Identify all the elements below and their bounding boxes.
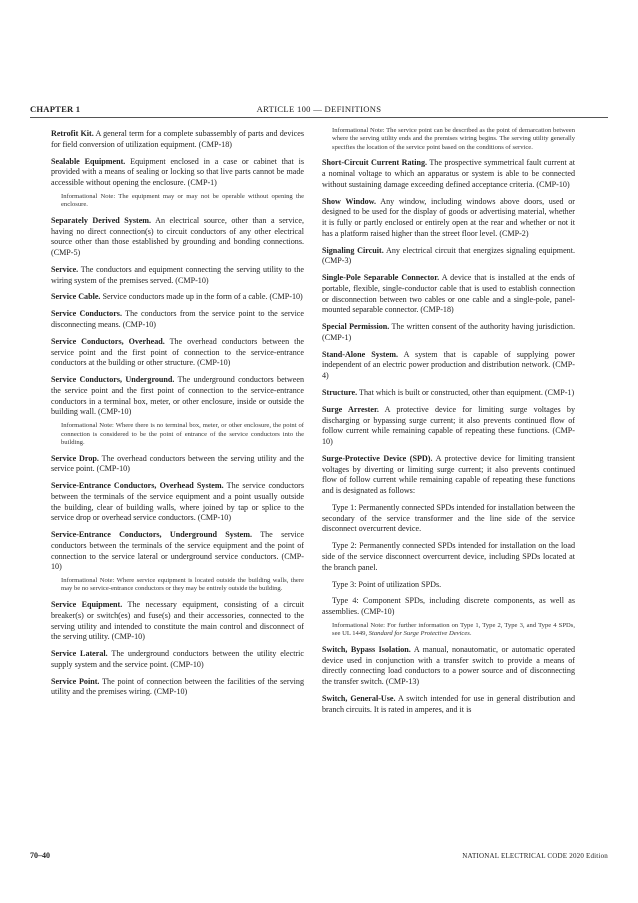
definition-entry: [322, 197, 575, 240]
spd-type-paragraph: Type 2: Permanently connected SPDs intended for installation on the load side of the service disconnect overcurrent device, including SPDs located at the branch panel.: [322, 541, 575, 572]
definition-entry: [322, 454, 575, 497]
definition-term: Service-Entrance Conductors, Underground System.: [51, 530, 253, 540]
definition-entry: [51, 600, 304, 643]
definition-term: Retrofit Kit.: [51, 129, 94, 138]
note-tail: .: [469, 630, 472, 638]
definition-entry: [51, 530, 304, 573]
definition-text: The underground conductors between the service point and the first point of connection to the service-entrance conductors in a terminal box, meter, or other enclosure, inside or outside the building wall. (CMP-10): [51, 375, 304, 417]
definition-entry: [51, 265, 304, 286]
chapter-label: CHAPTER 1: [30, 104, 81, 114]
definition-term: Switch, Bypass Isolation.: [322, 645, 411, 655]
definition-text: The service conductors between the terminals of the service equipment and the point of connection to the service lateral or underground service conductors. (CMP-10): [51, 530, 304, 572]
running-header: [30, 104, 608, 118]
definition-entry: [51, 375, 304, 418]
definition-term: Single-Pole Separable Connector.: [322, 273, 440, 283]
definition-entry: [322, 645, 575, 688]
definition-text: An electrical source, other than a service, having no direct connection(s) to circuit conductors of any other electrical source other than those established by grounding and bonding connections. (CMP-5): [51, 215, 304, 257]
definition-term: Service Cable.: [51, 292, 101, 302]
definition-text: The conductors and equipment connecting the serving utility to the wiring system of the premises served. (CMP-10): [51, 264, 304, 285]
definition-text: A system that is capable of supplying power independent of an electric power production and distribution network. (CMP-4): [322, 349, 575, 381]
left-column: [51, 129, 304, 704]
definition-text: A device that is installed at the ends of portable, flexible, single-conductor cable that is used to establish connection or disconnection between two cables or one cable and a single-pole, panel-mounted separable connector. (CMP-18): [322, 273, 575, 315]
definition-entry: [51, 481, 304, 524]
definition-entry: [51, 309, 304, 330]
note-text: Informational Note: For further information on Type 1, Type 2, Type 3, and Type 4 SPDs, see UL 1449,: [332, 622, 575, 638]
definition-text: The conductors from the service point to the service disconnecting means. (CMP-10): [51, 309, 304, 330]
definition-entry: [322, 694, 575, 715]
note-text: Informational Note: The service point can be described as the point of demarcation between where the serving utility ends and the premises wiring begins. The serving utility generally specifies the location of the service point based on the conditions of service.: [332, 127, 575, 151]
definition-term: Service Point.: [51, 676, 100, 686]
note-text: Informational Note: Where there is no terminal box, meter, or other enclosure, the point of connection is considered to be the point of entrance of the service conductors into the building.: [61, 422, 304, 446]
definition-term: Service.: [51, 264, 79, 274]
informational-note: [61, 193, 304, 210]
definition-term: Surge-Protective Device (SPD).: [322, 453, 433, 463]
header-rule: [30, 117, 608, 118]
definition-term: Short-Circuit Current Rating.: [322, 158, 428, 168]
definition-entry: [322, 158, 575, 190]
definition-entry: [51, 157, 304, 189]
definition-term: Surge Arrester.: [322, 404, 379, 414]
definition-text: The service conductors between the terminals of the service equipment and a point usually outside the building, clear of building walls, where joined by tap or splice to the service drop or overhead service conductors. (CMP-10): [51, 481, 304, 523]
definition-text: The necessary equipment, consisting of a circuit breaker(s) or switch(es) and fuse(s) and their accessories, connected to the serving utility and intended to constitute the main control and disconnect of the serving utility. (CMP-10): [51, 600, 304, 642]
definition-text: The overhead conductors between the serving utility and the service point. (CMP-10): [51, 453, 304, 474]
definition-term: Service Conductors.: [51, 309, 122, 319]
definition-term: Service Lateral.: [51, 649, 108, 659]
definition-term: Switch, General-Use.: [322, 694, 396, 704]
definition-term: Stand-Alone System.: [322, 349, 398, 359]
informational-note: [332, 127, 575, 152]
definition-text: Service conductors made up in the form of a cable. (CMP-10): [100, 292, 303, 302]
definition-term: Service-Entrance Conductors, Overhead System.: [51, 481, 224, 491]
definition-text: Equipment enclosed in a case or cabinet that is provided with a means of sealing or locking so that live parts cannot be made accessible without opening the enclosure. (CMP-1): [51, 156, 304, 187]
right-column: [322, 129, 575, 722]
informational-note: [61, 577, 304, 594]
definition-text: The underground conductors between the utility electric supply system and the service point. (CMP-10): [51, 649, 305, 669]
page-number: 70–40: [30, 851, 50, 860]
definition-term: Service Conductors, Underground.: [51, 375, 175, 385]
definition-text: The point of connection between the facilities of the serving utility and the premises wiring. (CMP-10): [51, 676, 304, 697]
definition-text: Any window, including windows above doors, used or designed to be used for the display of goods or advertising material, whether it is fully or partly enclosed or entirely open at the rear and whether or not it has a platform raised higher than the street floor level. (CMP-2): [322, 196, 575, 238]
article-title: ARTICLE 100 — DEFINITIONS: [256, 104, 382, 114]
informational-note: [61, 422, 304, 447]
note-citation: Standard for Surge Protective Devices: [368, 630, 470, 638]
definition-term: Service Conductors, Overhead.: [51, 336, 165, 346]
informational-note: [332, 622, 575, 639]
note-text: Informational Note: Where service equipment is located outside the building walls, there may be no service-entrance conductors or they may be entirely outside the building.: [61, 577, 304, 593]
definition-text: A general term for a complete subassembly of parts and devices for field conversion of utilization equipment. (CMP-18): [51, 129, 304, 149]
definition-term: Special Permission.: [322, 322, 390, 332]
definition-text: A protective device for limiting transient voltages by diverting or limiting surge current; it also prevents continued flow of follow current while remaining capable of repeating these functions and is designated as follows:: [322, 453, 575, 496]
definition-term: Sealable Equipment.: [51, 156, 126, 166]
definition-entry: [51, 337, 304, 369]
definition-term: Service Drop.: [51, 453, 99, 463]
definition-text: A protective device for limiting surge voltages by discharging or bypassing surge current; it also prevents continued flow of follow current while remaining capable of repeating these functions. (CMP-10): [322, 404, 575, 447]
definition-text: A manual, nonautomatic, or automatic operated device used in conjunction with a transfer switch to provide a means of directly connecting load conductors to a power source and of disconnecting the transfer switch. (CMP-13): [322, 645, 575, 687]
definition-entry: [51, 649, 304, 670]
definition-text: A switch intended for use in general distribution and branch circuits. It is rated in amperes, and it is: [322, 694, 575, 714]
definition-entry: [322, 350, 575, 382]
definition-text: The prospective symmetrical fault current at a nominal voltage to which an apparatus or system is able to be connected without sustaining damage exceeding defined acceptance criteria. (CMP-10): [322, 158, 575, 189]
running-footer: [30, 851, 608, 863]
definition-term: Service Equipment.: [51, 600, 123, 610]
definition-entry: [51, 292, 304, 303]
spd-type-paragraph: Type 3: Point of utilization SPDs.: [332, 579, 442, 589]
definition-entry: [51, 677, 304, 698]
note-text: Informational Note: The equipment may or may not be operable without opening the enclosure.: [61, 192, 304, 209]
definition-term: Separately Derived System.: [51, 215, 152, 225]
definition-entry: [322, 388, 575, 399]
definition-entry: [51, 216, 304, 259]
definition-entry: [322, 322, 575, 343]
definition-term: Structure.: [322, 388, 358, 398]
definition-text: The overhead conductors between the service point and the first point of connection to the service-entrance conductors at the building or other structure. (CMP-10): [51, 336, 304, 368]
definition-term: Show Window.: [322, 196, 377, 206]
definition-text: Any electrical circuit that energizes signaling equipment. (CMP-3): [322, 245, 575, 266]
definition-entry: [51, 454, 304, 475]
definition-entry: [322, 246, 575, 267]
definition-entry: [322, 405, 575, 448]
definition-entry: [51, 129, 304, 150]
definition-text: The written consent of the authority having jurisdiction. (CMP-1): [322, 322, 575, 342]
spd-type-paragraph: Type 4: Component SPDs, including discrete components, as well as assemblies. (CMP-10): [322, 596, 575, 617]
spd-type-paragraph: Type 1: Permanently connected SPDs intended for installation between the secondary of the service transformer and the line side of the service disconnect overcurrent device.: [322, 502, 575, 534]
definition-text: That which is built or constructed, other than equipment. (CMP-1): [357, 388, 575, 398]
definition-entry: [322, 273, 575, 316]
definition-term: Signaling Circuit.: [322, 245, 384, 255]
edition-label: NATIONAL ELECTRICAL CODE 2020 Edition: [462, 852, 608, 860]
